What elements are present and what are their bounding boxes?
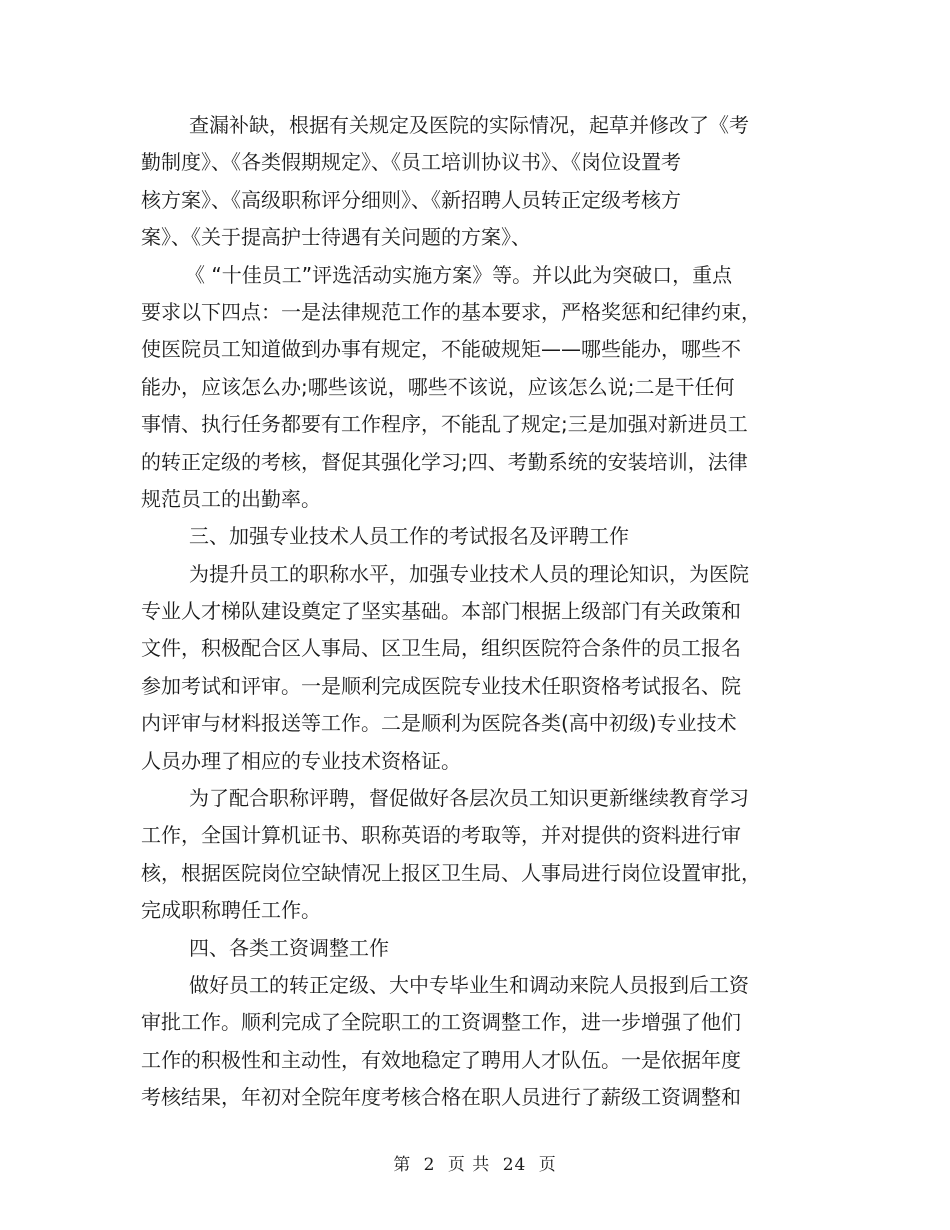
- text-line: 考核结果，年初对全院年度考核合格在职人员进行了薪级工资调整和: [141, 1085, 741, 1110]
- text-line: 参加考试和评审。一是顺利完成医院专业技术任职资格考试报名、院: [141, 673, 741, 698]
- text-line: 事情、执行任务都要有工作程序，不能乱了规定;三是加强对新进员工: [141, 412, 748, 437]
- text-line: 为提升员工的职称水平，加强专业技术人员的理论知识，为医院: [189, 561, 749, 586]
- text-line: 工作的积极性和主动性，有效地稳定了聘用人才队伍。一是依据年度: [141, 1047, 741, 1072]
- section-heading: 三、加强专业技术人员工作的考试报名及评聘工作: [189, 524, 629, 549]
- text-line: 查漏补缺，根据有关规定及医院的实际情况，起草并修改了《考: [189, 113, 749, 137]
- footer-suffix: 页: [538, 1155, 557, 1175]
- text-line: 案》、《关于提高护士待遇有关问题的方案》、: [141, 225, 531, 250]
- text-line: 能办，应该怎么办;哪些该说，哪些不该说，应该怎么说;二是干任何: [141, 374, 735, 399]
- text-line: 专业人才梯队建设奠定了坚实基础。本部门根据上级部门有关政策和: [141, 599, 741, 624]
- text-line: 《 “十佳员工”评选活动实施方案》等。并以此为突破口，重点: [185, 262, 733, 287]
- text-line: 审批工作。顺利完成了全院职工的工资调整工作，进一步增强了他们: [141, 1010, 741, 1035]
- text-line: 文件，积极配合区人事局、区卫生局，组织医院符合条件的员工报名: [141, 636, 741, 661]
- text-line: 完成职称聘任工作。: [141, 898, 321, 923]
- text-line: 为了配合职称评聘，督促做好各层次员工知识更新继续教育学习: [189, 786, 749, 811]
- text-line: 核，根据医院岗位空缺情况上报区卫生局、人事局进行岗位设置审批，: [141, 860, 761, 885]
- text-line: 勤制度》、《各类假期规定》、《员工培训协议书》、《岗位设置考: [141, 150, 681, 175]
- footer-middle: 页 共: [447, 1155, 491, 1175]
- text-line: 规范员工的出勤率。: [141, 486, 321, 511]
- text-line: 人员办理了相应的专业技术资格证。: [141, 748, 461, 773]
- text-line: 工作，全国计算机证书、职称英语的考取等，并对提供的资料进行审: [141, 823, 741, 848]
- section-heading: 四、各类工资调整工作: [189, 935, 389, 960]
- footer-prefix: 第: [393, 1155, 412, 1175]
- page-footer: [0, 1153, 950, 1177]
- text-line: 核方案》、《高级职称评分细则》、《新招聘人员转正定级考核方: [141, 187, 681, 212]
- body-text: [141, 107, 813, 1117]
- text-line: 的转正定级的考核，督促其强化学习;四、考勤系统的安装培训，法律: [141, 449, 748, 474]
- text-line: 内评审与材料报送等工作。二是顺利为医院各类(高中初级)专业技术: [141, 711, 737, 736]
- text-line: 使医院员工知道做到办事有规定，不能破规矩——哪些能办，哪些不: [141, 337, 741, 362]
- total-page-count: 24: [502, 1155, 527, 1175]
- text-line: 做好员工的转正定级、大中专毕业生和调动来院人员报到后工资: [189, 972, 749, 997]
- current-page-number: 2: [423, 1155, 436, 1175]
- text-line: 要求以下四点：一是法律规范工作的基本要求，严格奖惩和纪律约束，: [141, 299, 761, 324]
